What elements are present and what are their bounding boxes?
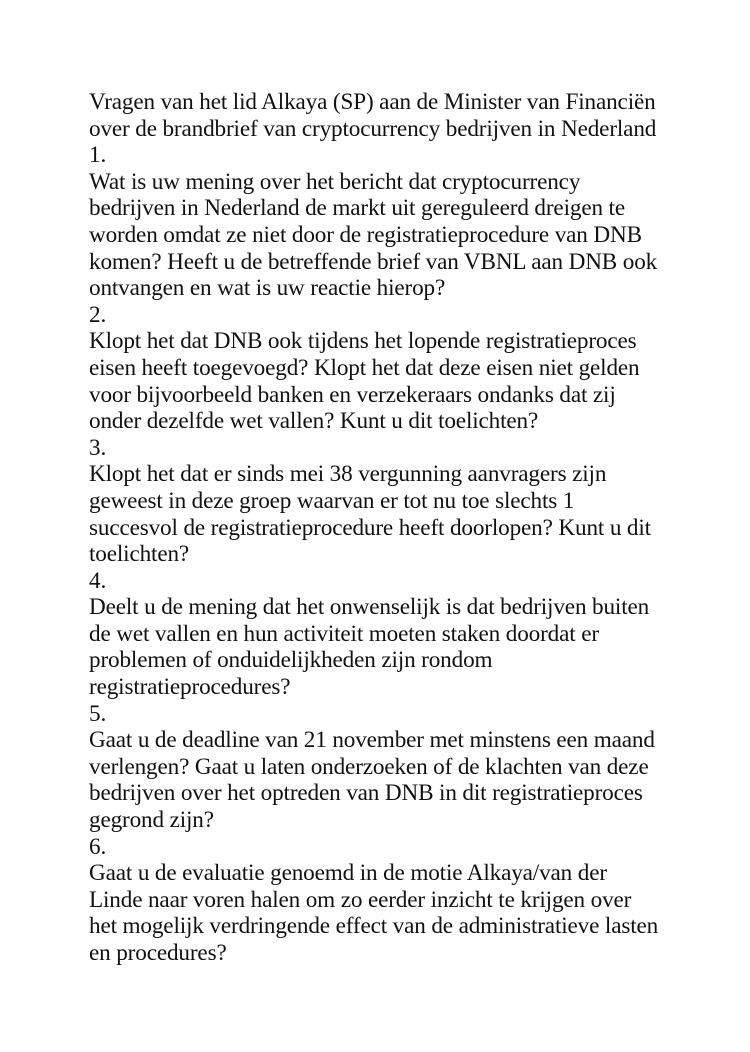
question-text-line: succesvol de registratieprocedure heeft doorlopen? Kunt u dit [89, 514, 651, 541]
question-text-line: en procedures? [89, 940, 227, 966]
question-text-line: het mogelijk verdringende effect van de administratieve lasten [89, 913, 659, 940]
question-text-line: komen? Heeft u de betreffende brief van VBNL aan DNB ook [89, 248, 658, 275]
question-5 [89, 701, 689, 834]
question-number: 6. [89, 833, 107, 860]
question-number: 2. [89, 301, 107, 328]
question-text-line: Gaat u de evaluatie genoemd in de motie Alkaya/van der [89, 860, 607, 887]
question-number: 3. [89, 434, 107, 461]
document-body [89, 89, 689, 967]
document-title [89, 89, 689, 142]
question-6 [89, 834, 689, 967]
question-text-line: worden omdat ze niet door de registratieprocedure van DNB [89, 221, 642, 248]
question-text-line: problemen of onduidelijkheden zijn rondom [89, 647, 493, 674]
question-3 [89, 435, 689, 568]
question-text-line: voor bijvoorbeeld banken en verzekeraars ondanks dat zij [89, 381, 616, 408]
question-text-line: geweest in deze groep waarvan er tot nu toe slechts 1 [89, 487, 575, 514]
question-text-line: Gaat u de deadline van 21 november met minstens een maand [89, 727, 655, 754]
question-1 [89, 142, 689, 302]
question-number: 4. [89, 567, 107, 594]
question-number: 5. [89, 700, 107, 727]
question-text-line: registratieprocedures? [89, 674, 291, 701]
question-text-line: toelichten? [89, 541, 190, 568]
question-text-line: Linde naar voren halen om zo eerder inzicht te krijgen over [89, 886, 632, 913]
title-line: over de brandbrief van cryptocurrency bedrijven in Nederland [89, 115, 657, 142]
question-text-line: bedrijven over het optreden van DNB in dit registratieproces [89, 780, 643, 807]
question-text-line: onder dezelfde wet vallen? Kunt u dit toelichten? [89, 408, 539, 435]
question-text-line: bedrijven in Nederland de markt uit gereguleerd dreigen te [89, 195, 625, 222]
question-text-line: eisen heeft toegevoegd? Klopt het dat deze eisen niet gelden [89, 354, 640, 381]
question-text-line: Klopt het dat DNB ook tijdens het lopende registratieproces [89, 328, 637, 355]
question-4 [89, 568, 689, 701]
question-text-line: verlengen? Gaat u laten onderzoeken of de klachten van deze [89, 753, 649, 780]
question-text-line: Klopt het dat er sinds mei 38 vergunning aanvragers zijn [89, 461, 607, 488]
question-text-line: ontvangen en wat is uw reactie hierop? [89, 275, 446, 302]
question-text-line: de wet vallen en hun activiteit moeten staken doordat er [89, 620, 599, 647]
question-text-line: Wat is uw mening over het bericht dat cryptocurrency [89, 168, 581, 195]
question-text-line: Deelt u de mening dat het onwenselijk is dat bedrijven buiten [89, 594, 650, 621]
question-text-line: gegrond zijn? [89, 807, 214, 834]
question-2 [89, 302, 689, 435]
question-number: 1. [89, 142, 107, 169]
title-line: Vragen van het lid Alkaya (SP) aan de Minister van Financiën [89, 89, 656, 115]
